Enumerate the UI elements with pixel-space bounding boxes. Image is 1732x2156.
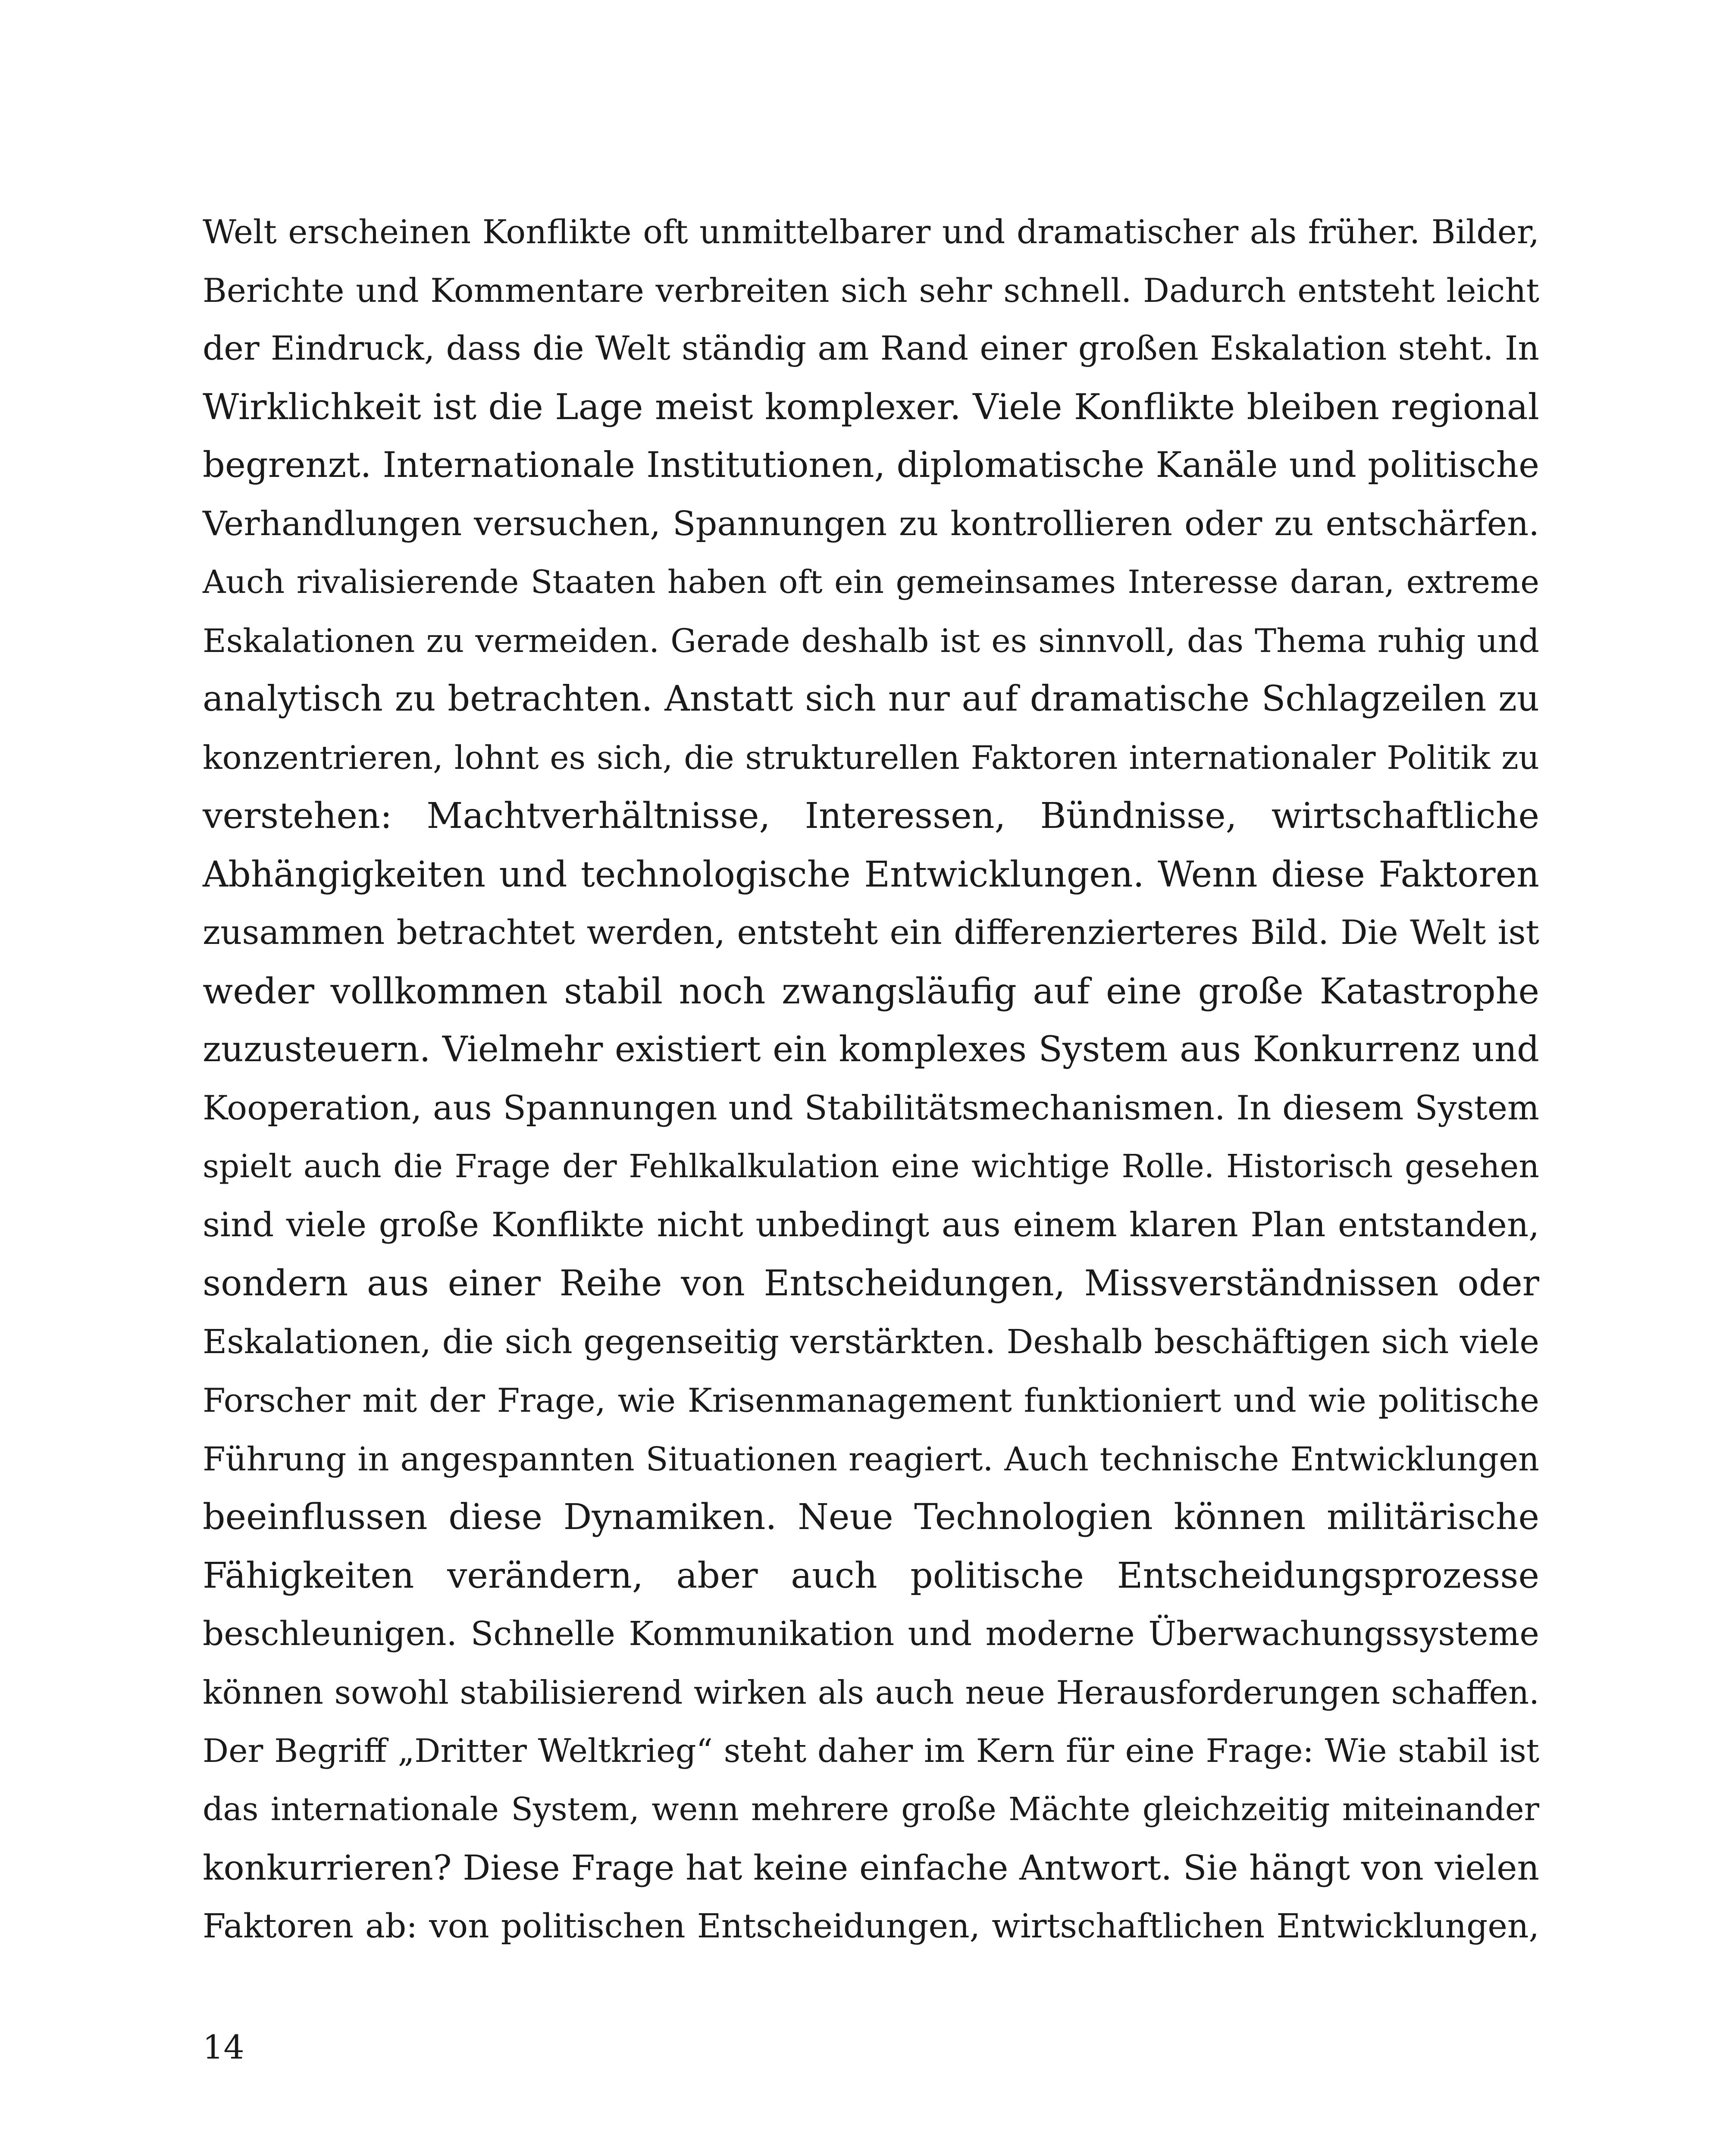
text-line: sind viele große Konflikte nicht unbedingt aus einem klaren Plan entstanden, xyxy=(203,1205,1539,1244)
text-line: zuzusteuern. Vielmehr existiert ein komplexes System aus Konkurrenz und xyxy=(203,1029,1539,1070)
text-line: Fähigkeiten verändern, aber auch politische Entscheidungsprozesse xyxy=(203,1555,1539,1596)
text-line: Kooperation, aus Spannungen und Stabilitätsmechanismen. In diesem System xyxy=(203,1088,1539,1128)
page-number: 14 xyxy=(203,2028,244,2066)
text-line: zusammen betrachtet werden, entsteht ein differenzierteres Bild. Die Welt ist xyxy=(203,913,1539,952)
text-line: Verhandlungen versuchen, Spannungen zu kontrollieren oder zu entschärfen. xyxy=(203,504,1539,543)
text-line: Eskalationen zu vermeiden. Gerade deshalb ist es sinnvoll, das Thema ruhig und xyxy=(203,621,1539,660)
text-line: sondern aus einer Reihe von Entscheidungen, Missverständnissen oder xyxy=(203,1263,1539,1304)
text-line: analytisch zu betrachten. Anstatt sich nur auf dramatische Schlagzeilen zu xyxy=(203,679,1539,719)
text-line: Forscher mit der Frage, wie Krisenmanagement funktioniert und wie politische xyxy=(203,1381,1539,1420)
text-line: können sowohl stabilisierend wirken als auch neue Herausforderungen schaffen. xyxy=(203,1673,1539,1711)
text-line: beschleunigen. Schnelle Kommunikation und moderne Überwachungssysteme xyxy=(203,1615,1539,1653)
text-line: Welt erscheinen Konflikte oft unmittelbarer und dramatischer als früher. Bilder, xyxy=(203,213,1539,251)
text-line: konkurrieren? Diese Frage hat keine einfache Antwort. Sie hängt von vielen xyxy=(203,1848,1539,1888)
text-line: verstehen: Machtverhältnisse, Interessen, Bündnisse, wirtschaftliche xyxy=(203,796,1539,837)
text-line: begrenzt. Internationale Institutionen, diplomatische Kanäle und politische xyxy=(203,445,1539,486)
text-line: Wirklichkeit ist die Lage meist komplexer. Viele Konflikte bleiben regional xyxy=(203,386,1539,428)
text-line: Eskalationen, die sich gegenseitig verstärkten. Deshalb beschäftigen sich viele xyxy=(203,1322,1539,1361)
text-line: konzentrieren, lohnt es sich, die strukturellen Faktoren internationaler Politik zu xyxy=(203,738,1539,777)
body-paragraph xyxy=(203,203,1539,1955)
text-line: beeinflussen diese Dynamiken. Neue Technologien können militärische xyxy=(203,1497,1539,1538)
text-line: Abhängigkeiten und technologische Entwicklungen. Wenn diese Faktoren xyxy=(203,854,1539,895)
text-line: Auch rivalisierende Staaten haben oft ein gemeinsames Interesse daran, extreme xyxy=(203,564,1539,601)
text-line: Berichte und Kommentare verbreiten sich sehr schnell. Dadurch entsteht leicht xyxy=(203,271,1539,310)
text-line: Führung in angespannten Situationen reagiert. Auch technische Entwicklungen xyxy=(203,1439,1539,1478)
text-line: weder vollkommen stabil noch zwangsläufig auf eine große Katastrophe xyxy=(203,971,1539,1012)
text-line: Faktoren ab: von politischen Entscheidungen, wirtschaftlichen Entwicklungen, xyxy=(203,1907,1539,1946)
text-line: das internationale System, wenn mehrere große Mächte gleichzeitig miteinander xyxy=(203,1790,1539,1828)
text-line: der Eindruck, dass die Welt ständig am Rand einer großen Eskalation steht. In xyxy=(203,329,1539,368)
text-line: Der Begriff „Dritter Weltkrieg“ steht daher im Kern für eine Frage: Wie stabil ist xyxy=(203,1732,1539,1770)
text-line: spielt auch die Frage der Fehlkalkulation eine wichtige Rolle. Historisch gesehen xyxy=(203,1148,1539,1185)
